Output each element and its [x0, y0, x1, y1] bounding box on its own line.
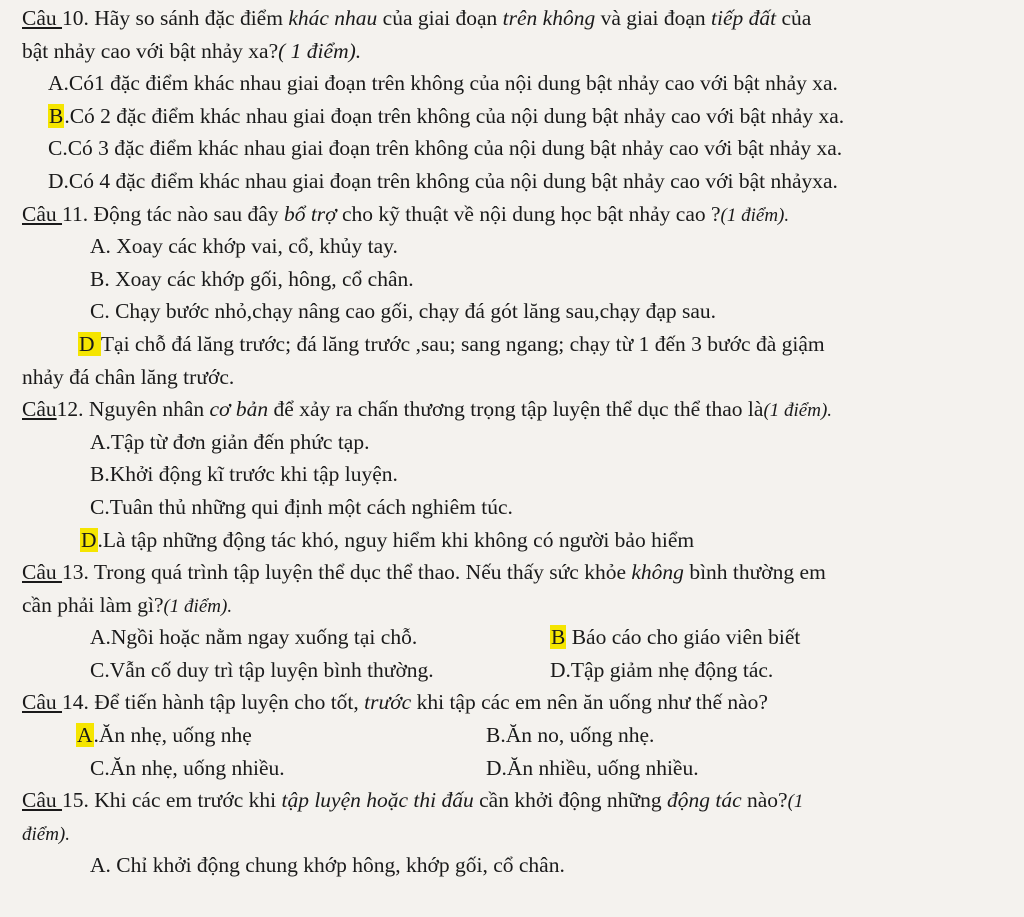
- answer-text: Tại chỗ đá lăng trước; đá lăng trước ,sau; sang ngang; chạy từ 1 đến 3 bước đà giậm: [100, 331, 825, 356]
- answer-10-a: A.Có1 đặc điểm khác nhau giai đoạn trên không của nội dung bật nhảy cao với bật nhảy xa.: [48, 71, 838, 96]
- question-number: Câu: [22, 397, 57, 422]
- question-italic: trên không: [502, 6, 596, 30]
- answer-13-row-2: [0, 654, 1024, 687]
- question-text: của: [776, 6, 812, 30]
- answer-13-c: C.Vẫn cố duy trì tập luyện bình thường.: [90, 657, 434, 682]
- question-text: khi tập các em nên ăn uống như thế nào?: [411, 690, 768, 715]
- question-number: Câu: [22, 690, 63, 715]
- question-italic: cơ bản: [209, 397, 269, 422]
- question-points: (1 điểm).: [763, 400, 833, 422]
- answer-13-a: A.Ngồi hoặc nằm ngay xuống tại chỗ.: [90, 625, 418, 650]
- question-italic: tiếp đất: [711, 6, 777, 30]
- question-text: 14. Để tiến hành tập luyện cho tốt,: [62, 690, 365, 715]
- answer-highlight-marker: D: [79, 331, 100, 356]
- question-text: của giai đoạn: [377, 6, 503, 30]
- answer-12-a: A.Tập từ đơn giản đến phức tạp.: [90, 429, 370, 454]
- answer-11-c: C. Chạy bước nhỏ,chạy nâng cao gối, chạy đá gót lăng sau,chạy đạp sau.: [90, 299, 717, 324]
- question-text: cần khởi động những: [473, 788, 667, 813]
- question-text: cho kỹ thuật về nội dung học bật nhảy cao ?: [336, 201, 721, 226]
- answer-highlight-marker: D: [81, 527, 97, 552]
- question-text: và giai đoạn: [595, 6, 712, 30]
- answer-12-d: [0, 524, 1024, 557]
- answer-text: .Ăn nhẹ, uống nhẹ: [93, 723, 252, 748]
- answer-10-d: D.Có 4 đặc điểm khác nhau giai đoạn trên không của nội dung bật nhảy cao với bật nhảyxa.: [48, 168, 838, 193]
- answer-15-a: A. Chỉ khởi động chung khớp hông, khớp gối, cổ chân.: [90, 853, 565, 878]
- question-italic: khác nhau: [288, 6, 378, 30]
- question-text: 11. Động tác nào sau đây: [62, 201, 284, 226]
- answer-14-a: [76, 719, 486, 752]
- answer-10-c: C.Có 3 đặc điểm khác nhau giai đoạn trên không của nội dung bật nhảy cao với bật nhảy xa.: [48, 136, 843, 161]
- answer-14-d: D.Ăn nhiều, uống nhiều.: [486, 755, 699, 780]
- question-italic: không: [631, 560, 684, 585]
- answer-text: .Có 2 đặc điểm khác nhau giai đoạn trên không của nội dung bật nhảy cao với bật nhảy xa.: [64, 103, 845, 128]
- question-italic: bổ trợ: [283, 201, 337, 226]
- answer-11-a: A. Xoay các khớp vai, cổ, khủy tay.: [90, 234, 398, 259]
- question-text: 10. Hãy so sánh đặc điểm: [62, 6, 289, 30]
- question-italic: động tác: [666, 788, 742, 813]
- question-italic: tập luyện hoặc thi đấu: [281, 788, 474, 813]
- question-10-line-1: [0, 2, 1024, 35]
- question-points: (1: [787, 791, 804, 813]
- answer-12-b: B.Khởi động kĩ trước khi tập luyện.: [90, 462, 398, 487]
- question-text: bật nhảy cao với bật nhảy xa?: [22, 38, 279, 63]
- question-13-line-2: [0, 589, 1024, 622]
- answer-10-b: [0, 100, 1024, 133]
- question-points: (1 điểm).: [163, 595, 233, 617]
- question-points: điểm).: [22, 823, 71, 845]
- question-number: Câu: [22, 6, 63, 30]
- question-15-line-2: [0, 817, 1024, 850]
- answer-14-c: C.Ăn nhẹ, uống nhiều.: [90, 755, 285, 780]
- question-text: 12. Nguyên nhân: [56, 397, 210, 422]
- answer-highlight-marker: A: [77, 723, 93, 748]
- question-points: ( 1 điểm).: [278, 38, 362, 63]
- answer-13-b: [550, 621, 800, 654]
- answer-13-d: D.Tập giảm nhẹ động tác.: [550, 657, 774, 682]
- answer-14-row-2: [0, 752, 1024, 785]
- answer-11-b: B. Xoay các khớp gối, hông, cổ chân.: [90, 266, 414, 291]
- question-text: 13. Trong quá trình tập luyện thể dục thể thao. Nếu thấy sức khỏe: [62, 560, 632, 585]
- answer-12-c: C.Tuân thủ những qui định một cách nghiêm túc.: [90, 494, 513, 519]
- question-italic: trước: [364, 690, 412, 715]
- answer-text: .Là tập những động tác khó, nguy hiểm khi không có người bảo hiểm: [97, 527, 695, 552]
- answer-highlight-marker: B: [551, 625, 566, 650]
- question-number: Câu: [22, 788, 63, 813]
- question-15-line-1: [0, 784, 1024, 817]
- question-text: để xảy ra chấn thương trọng tập luyện thể dục thể thao là: [268, 397, 764, 422]
- answer-13-row-1: [0, 621, 1024, 654]
- answer-highlight-marker: B: [49, 103, 64, 128]
- question-text: 15. Khi các em trước khi: [62, 788, 282, 813]
- question-10-line-2: [0, 35, 1024, 68]
- question-text: nào?: [741, 788, 788, 813]
- question-text: cần phải làm gì?: [22, 592, 164, 617]
- question-text: bình thường em: [683, 560, 826, 585]
- answer-11-d: [0, 328, 1024, 361]
- answer-text: Báo cáo cho giáo viên biết: [566, 625, 801, 650]
- answer-14-b: B.Ăn no, uống nhẹ.: [486, 723, 655, 748]
- question-points: (1 điểm).: [720, 204, 790, 226]
- question-14-line-1: [0, 686, 1024, 719]
- question-number: Câu: [22, 560, 63, 585]
- question-12-line-1: [0, 393, 1024, 426]
- question-13-line-1: [0, 556, 1024, 589]
- question-number: Câu: [22, 201, 63, 226]
- answer-11-d-continued: nhảy đá chân lăng trước.: [22, 364, 235, 389]
- question-11-line-1: [0, 198, 1024, 231]
- answer-14-row-1: [0, 719, 1024, 752]
